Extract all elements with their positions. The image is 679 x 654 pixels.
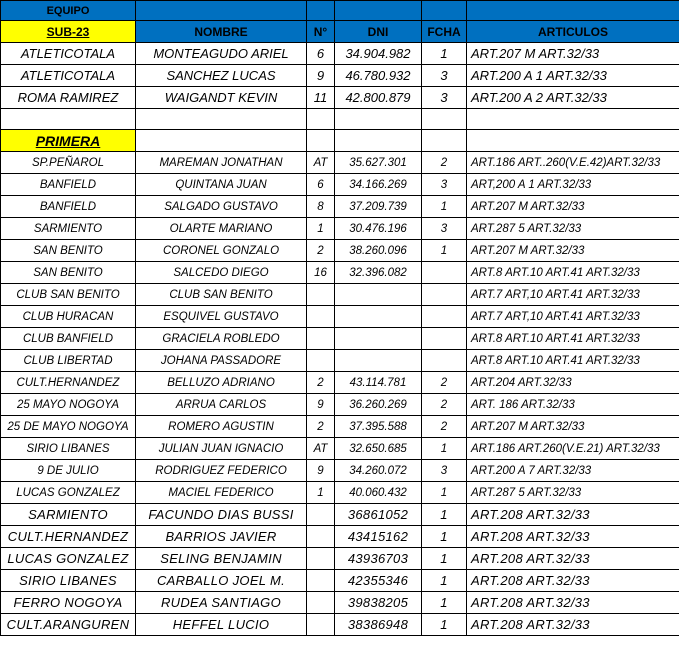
cell-equipo: CLUB SAN BENITO (1, 284, 136, 306)
cell-fcha: 1 (422, 43, 467, 65)
cell-numero: 2 (307, 240, 335, 262)
cell-nombre: RUDEA SANTIAGO (136, 592, 307, 614)
cell-fcha: 2 (422, 372, 467, 394)
cell-equipo: SAN BENITO (1, 262, 136, 284)
table-row (1, 416, 679, 438)
cell-dni: 46.780.932 (335, 65, 422, 87)
empty-cell (335, 130, 422, 152)
cell-dni: 37.209.739 (335, 196, 422, 218)
cell-equipo: CULT.HERNANDEZ (1, 526, 136, 548)
empty-cell (136, 109, 307, 130)
cell-nombre: GRACIELA ROBLEDO (136, 328, 307, 350)
empty-cell (136, 130, 307, 152)
cell-articulos: ART.186 ART..260(V.E.42)ART.32/33 (467, 152, 679, 174)
cell-nombre: CORONEL GONZALO (136, 240, 307, 262)
cell-dni: 37.395.588 (335, 416, 422, 438)
cell-numero: AT (307, 152, 335, 174)
cell-dni: 30.476.196 (335, 218, 422, 240)
cell-articulos: ART.200 A 7 ART.32/33 (467, 460, 679, 482)
cell-nombre: WAIGANDT KEVIN (136, 87, 307, 109)
cell-equipo: 9 DE JULIO (1, 460, 136, 482)
cell-equipo: BANFIELD (1, 174, 136, 196)
table-row (1, 526, 679, 548)
cell-equipo: SP.PEÑAROL (1, 152, 136, 174)
empty-cell (467, 109, 679, 130)
table-row (1, 570, 679, 592)
header-dni: DNI (335, 21, 422, 43)
cell-articulos: ART.208 ART.32/33 (467, 548, 679, 570)
cell-equipo: CLUB BANFIELD (1, 328, 136, 350)
table-row (1, 372, 679, 394)
cell-dni: 43936703 (335, 548, 422, 570)
cell-equipo: ATLETICOTALA (1, 65, 136, 87)
cell-dni (335, 328, 422, 350)
cell-dni (335, 306, 422, 328)
cell-nombre: QUINTANA JUAN (136, 174, 307, 196)
cell-fcha: 1 (422, 196, 467, 218)
cell-fcha: 3 (422, 460, 467, 482)
table-row (1, 482, 679, 504)
cell-fcha: 3 (422, 218, 467, 240)
cell-dni: 38.260.096 (335, 240, 422, 262)
cell-equipo: CULT.HERNANDEZ (1, 372, 136, 394)
cell-nombre: ESQUIVEL GUSTAVO (136, 306, 307, 328)
cell-nombre: CARBALLO JOEL M. (136, 570, 307, 592)
table-row (1, 174, 679, 196)
cell-fcha: 2 (422, 152, 467, 174)
cell-equipo: LUCAS GONZALEZ (1, 482, 136, 504)
table-row (1, 284, 679, 306)
cell-dni: 43415162 (335, 526, 422, 548)
cell-dni: 34.260.072 (335, 460, 422, 482)
table-row (1, 592, 679, 614)
cell-numero: 2 (307, 372, 335, 394)
header-nombre: NOMBRE (136, 21, 307, 43)
table-row (1, 460, 679, 482)
cell-nombre: ARRUA CARLOS (136, 394, 307, 416)
table-row (1, 438, 679, 460)
cell-numero (307, 328, 335, 350)
cell-nombre: MONTEAGUDO ARIEL (136, 43, 307, 65)
cell-numero: 1 (307, 482, 335, 504)
header-empty (467, 1, 679, 21)
cell-equipo: ATLETICOTALA (1, 43, 136, 65)
header-row-top (1, 1, 679, 21)
cell-dni: 36861052 (335, 504, 422, 526)
cell-fcha: 1 (422, 240, 467, 262)
cell-fcha: 2 (422, 394, 467, 416)
empty-cell (307, 109, 335, 130)
cell-nombre: ROMERO AGUSTIN (136, 416, 307, 438)
cell-fcha: 1 (422, 438, 467, 460)
cell-fcha (422, 262, 467, 284)
cell-numero: 8 (307, 196, 335, 218)
cell-dni: 40.060.432 (335, 482, 422, 504)
category-primera-row (1, 130, 679, 152)
cell-equipo: CULT.ARANGUREN (1, 614, 136, 636)
cell-equipo: ROMA RAMIREZ (1, 87, 136, 109)
table-row (1, 394, 679, 416)
cell-numero: AT (307, 438, 335, 460)
header-row (1, 21, 679, 43)
cell-numero (307, 284, 335, 306)
empty-cell (335, 109, 422, 130)
cell-articulos: ART. 186 ART.32/33 (467, 394, 679, 416)
cell-nombre: SALCEDO DIEGO (136, 262, 307, 284)
cell-articulos: ART.200 A 1 ART.32/33 (467, 65, 679, 87)
cell-articulos: ART.208 ART.32/33 (467, 614, 679, 636)
cell-dni (335, 350, 422, 372)
table-row (1, 43, 679, 65)
cell-equipo: SIRIO LIBANES (1, 438, 136, 460)
cell-nombre: JULIAN JUAN IGNACIO (136, 438, 307, 460)
cell-dni: 43.114.781 (335, 372, 422, 394)
cell-articulos: ART.287 5 ART.32/33 (467, 482, 679, 504)
empty-cell (467, 130, 679, 152)
cell-articulos: ART.200 A 2 ART.32/33 (467, 87, 679, 109)
cell-fcha: 3 (422, 65, 467, 87)
cell-numero: 9 (307, 65, 335, 87)
cell-fcha (422, 306, 467, 328)
cell-articulos: ART.8 ART.10 ART.41 ART.32/33 (467, 328, 679, 350)
cell-equipo: SIRIO LIBANES (1, 570, 136, 592)
cell-articulos: ART.207 M ART.32/33 (467, 196, 679, 218)
cell-dni: 34.904.982 (335, 43, 422, 65)
cell-fcha (422, 328, 467, 350)
table-row (1, 614, 679, 636)
cell-nombre: HEFFEL LUCIO (136, 614, 307, 636)
cell-nombre: CLUB SAN BENITO (136, 284, 307, 306)
cell-equipo: BANFIELD (1, 196, 136, 218)
cell-articulos: ART.8 ART.10 ART.41 ART.32/33 (467, 350, 679, 372)
cell-equipo: 25 DE MAYO NOGOYA (1, 416, 136, 438)
cell-articulos: ART.207 M ART.32/33 (467, 240, 679, 262)
cell-equipo: 25 MAYO NOGOYA (1, 394, 136, 416)
cell-numero (307, 526, 335, 548)
table-row (1, 504, 679, 526)
header-empty (335, 1, 422, 21)
cell-equipo: SAN BENITO (1, 240, 136, 262)
cell-dni: 32.650.685 (335, 438, 422, 460)
cell-nombre: BARRIOS JAVIER (136, 526, 307, 548)
cell-dni: 35.627.301 (335, 152, 422, 174)
cell-equipo: LUCAS GONZALEZ (1, 548, 136, 570)
cell-articulos: ART.7 ART,10 ART.41 ART.32/33 (467, 306, 679, 328)
cell-dni: 32.396.082 (335, 262, 422, 284)
cell-articulos: ART.8 ART.10 ART.41 ART.32/33 (467, 262, 679, 284)
cell-dni: 34.166.269 (335, 174, 422, 196)
header-fcha: FCHA (422, 21, 467, 43)
table-row (1, 196, 679, 218)
table-row (1, 328, 679, 350)
cell-nombre: JOHANA PASSADORE (136, 350, 307, 372)
header-empty (422, 1, 467, 21)
cell-equipo: CLUB HURACAN (1, 306, 136, 328)
cell-fcha: 1 (422, 570, 467, 592)
cell-numero (307, 614, 335, 636)
cell-numero (307, 306, 335, 328)
cell-articulos: ART.207 M ART.32/33 (467, 416, 679, 438)
header-articulos: ARTICULOS (467, 21, 679, 43)
empty-cell (307, 130, 335, 152)
header-empty (136, 1, 307, 21)
cell-nombre: MACIEL FEDERICO (136, 482, 307, 504)
cell-nombre: SELING BENJAMIN (136, 548, 307, 570)
empty-cell (422, 130, 467, 152)
cell-fcha (422, 350, 467, 372)
table-row (1, 152, 679, 174)
cell-articulos: ART.186 ART.260(V.E.21) ART.32/33 (467, 438, 679, 460)
table-row (1, 548, 679, 570)
cell-articulos: ART.208 ART.32/33 (467, 592, 679, 614)
cell-numero: 2 (307, 416, 335, 438)
cell-fcha: 1 (422, 592, 467, 614)
cell-nombre: BELLUZO ADRIANO (136, 372, 307, 394)
table-row (1, 306, 679, 328)
cell-nombre: OLARTE MARIANO (136, 218, 307, 240)
cell-fcha (422, 284, 467, 306)
table-row (1, 350, 679, 372)
table-row (1, 262, 679, 284)
cell-equipo: FERRO NOGOYA (1, 592, 136, 614)
cell-nombre: SALGADO GUSTAVO (136, 196, 307, 218)
cell-dni: 38386948 (335, 614, 422, 636)
cell-fcha: 3 (422, 87, 467, 109)
cell-dni: 42355346 (335, 570, 422, 592)
category-primera-label: PRIMERA (1, 130, 136, 152)
category-sub23-label: SUB-23 (1, 21, 136, 43)
cell-nombre: RODRIGUEZ FEDERICO (136, 460, 307, 482)
cell-nombre: SANCHEZ LUCAS (136, 65, 307, 87)
cell-dni: 39838205 (335, 592, 422, 614)
table-row (1, 87, 679, 109)
cell-fcha: 1 (422, 614, 467, 636)
cell-articulos: ART.208 ART.32/33 (467, 570, 679, 592)
cell-numero (307, 548, 335, 570)
cell-fcha: 1 (422, 482, 467, 504)
cell-numero: 9 (307, 460, 335, 482)
cell-nombre: FACUNDO DIAS BUSSI (136, 504, 307, 526)
cell-fcha: 1 (422, 548, 467, 570)
cell-equipo: SARMIENTO (1, 504, 136, 526)
table-row (1, 218, 679, 240)
cell-numero: 9 (307, 394, 335, 416)
table-row (1, 240, 679, 262)
header-equipo: EQUIPO (1, 1, 136, 21)
cell-fcha: 1 (422, 526, 467, 548)
cell-equipo: SARMIENTO (1, 218, 136, 240)
cell-numero (307, 570, 335, 592)
spacer-row (1, 109, 679, 130)
cell-articulos: ART.204 ART.32/33 (467, 372, 679, 394)
cell-numero (307, 350, 335, 372)
empty-cell (422, 109, 467, 130)
cell-numero: 11 (307, 87, 335, 109)
header-numero: N° (307, 21, 335, 43)
cell-articulos: ART.287 5 ART.32/33 (467, 218, 679, 240)
cell-numero: 6 (307, 174, 335, 196)
cell-articulos: ART,200 A 1 ART.32/33 (467, 174, 679, 196)
cell-fcha: 1 (422, 504, 467, 526)
cell-numero: 6 (307, 43, 335, 65)
cell-articulos: ART.7 ART,10 ART.41 ART.32/33 (467, 284, 679, 306)
cell-dni: 42.800.879 (335, 87, 422, 109)
cell-nombre: MAREMAN JONATHAN (136, 152, 307, 174)
cell-numero: 1 (307, 218, 335, 240)
cell-articulos: ART.207 M ART.32/33 (467, 43, 679, 65)
cell-dni (335, 284, 422, 306)
cell-numero (307, 504, 335, 526)
cell-numero: 16 (307, 262, 335, 284)
cell-equipo: CLUB LIBERTAD (1, 350, 136, 372)
cell-numero (307, 592, 335, 614)
table-row (1, 65, 679, 87)
header-empty (307, 1, 335, 21)
cell-articulos: ART.208 ART.32/33 (467, 526, 679, 548)
empty-cell (1, 109, 136, 130)
cell-fcha: 2 (422, 416, 467, 438)
cell-dni: 36.260.269 (335, 394, 422, 416)
cell-fcha: 3 (422, 174, 467, 196)
cell-articulos: ART.208 ART.32/33 (467, 504, 679, 526)
